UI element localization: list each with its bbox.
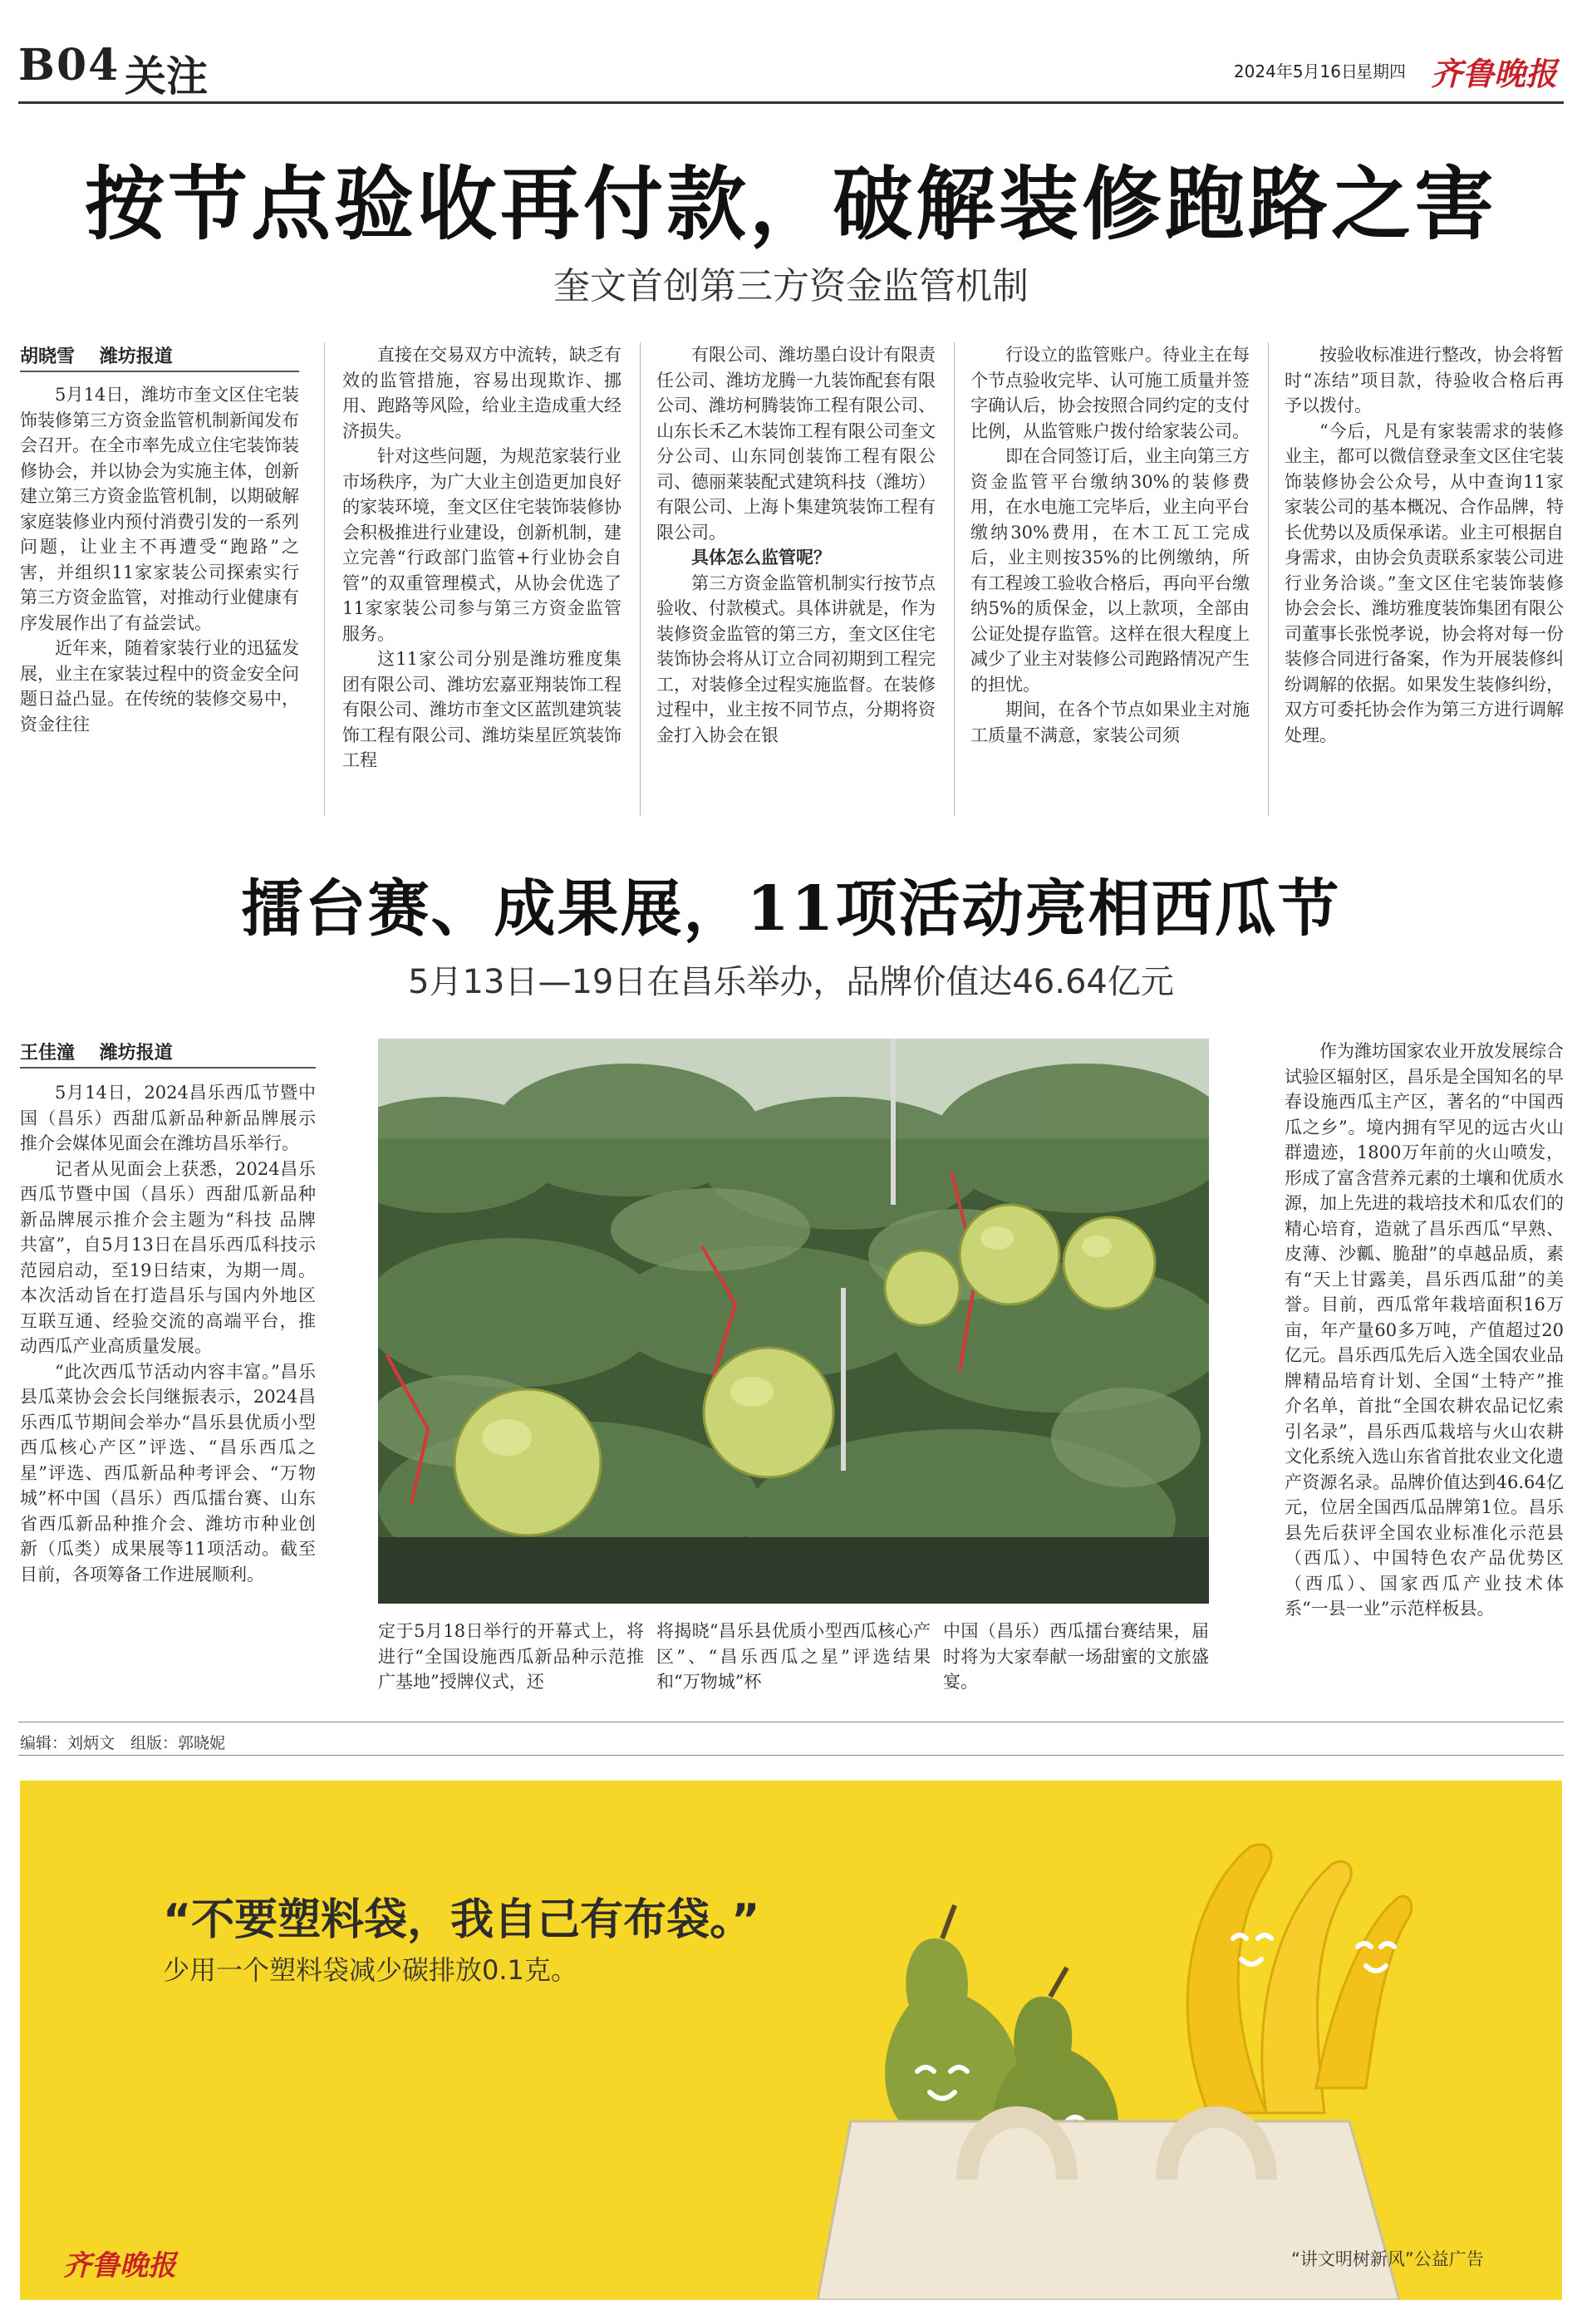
paragraph: 针对这些问题，为规范家装行业市场秩序，为广大业主创造更加良好的家装环境，奎文区住宅装饰装修协会积极推进行业建设，创新机制，建立完善“行政部门监管+行业协会自管”的双重管理模式，从协会优选了11家家装公司参与第三方资金监管服务。 bbox=[342, 446, 622, 644]
paragraph: 这11家公司分别是潍坊雅度集团有限公司、潍坊宏嘉亚翔装饰工程有限公司、潍坊市奎文区蓝凯建筑装饰工程有限公司、潍坊柒星匠筑装饰工程 bbox=[342, 649, 622, 770]
article1-byline bbox=[20, 342, 173, 368]
paragraph: 直接在交易双方中流转，缺乏有效的监管措施，容易出现欺诈、挪用、跑路等风险，给业主造成重大经济损失。 bbox=[342, 345, 622, 441]
paragraph: “此次西瓜节活动内容丰富。”昌乐县瓜菜协会会长闫继振表示，2024昌乐西瓜节期间会举办“昌乐县优质小型西瓜核心产区”评选、“昌乐西瓜之星”评选、西瓜新品种考评会、“万物城”杯中国（昌乐）西瓜擂台赛、山东省西瓜新品种推介会、潍坊市种业创新（瓜类）成果展等11项活动。截至目前，各项筹备工作进展顺利。 bbox=[20, 1361, 316, 1585]
article2-source: 潍坊报道 bbox=[99, 1043, 173, 1064]
page-code: B04 bbox=[18, 40, 120, 91]
paragraph: 5月14日，潍坊市奎文区住宅装饰装修第三方资金监管机制新闻发布会召开。在全市率先成立住宅装饰装修协会，并以协会为实施主体，创新建立第三方资金监管机制，以期破解家庭装修业内预付消费引发的一系列问题，让业主不再遭受“跑路”之害，并组织11家家装公司探索实行第三方资金监管，对推动行业健康有序发展作出了有益尝试。 bbox=[20, 385, 299, 633]
section-name: 关注 bbox=[125, 52, 208, 101]
article2-author: 王佳潼 bbox=[20, 1043, 76, 1064]
watermelon-photo bbox=[378, 1039, 1209, 1604]
article2-headline: 擂台赛、成果展，11项活动亮相西瓜节 bbox=[241, 873, 1341, 945]
paragraph: 作为潍坊国家农业开放发展综合试验区辐射区，昌乐是全国知名的早春设施西瓜主产区，著名的“中国西瓜之乡”。境内拥有罕见的远古火山群遗迹，1800万年前的火山喷发，形成了富含营养元素的土壤和优质水源，加上先进的栽培技术和瓜农们的精心培育，造就了昌乐西瓜“早熟、皮薄、沙瓤、脆甜”的卓越品质，素有“天上甘露美，昌乐西瓜甜”的美誉。目前，西瓜常年栽培面积16万亩，年产量60多万吨，产值超过20亿元。昌乐西瓜先后入选全国农业品牌精品培育计划、全国“土特产”推介名单，首批“全国农耕农品记忆索引名录”，昌乐西瓜栽培与火山农耕文化系统入选山东省首批农业文化遗产资源名录。品牌价值达到46.64亿元，位居全国西瓜品牌第1位。昌乐县先后获评全国农业标准化示范县（西瓜）、中国特色农产品优势区（西瓜）、国家西瓜产业技术体系“一县一业”示范样板县。 bbox=[1285, 1041, 1564, 1619]
column-rule bbox=[324, 342, 325, 816]
paper-logo: 齐鲁晚报 bbox=[1430, 55, 1557, 92]
paragraph: 中国（昌乐）西瓜擂台赛结果，届时将为大家奉献一场甜蜜的文旅盛宴。 bbox=[943, 1621, 1209, 1692]
article1-column-4 bbox=[970, 342, 1250, 814]
paragraph: 按验收标准进行整改，协会将暂时“冻结”项目款，待验收合格后再予以拨付。 bbox=[1285, 345, 1564, 415]
article1-author: 胡晓雪 bbox=[20, 346, 76, 367]
article1-subheadline: 奎文首创第三方资金监管机制 bbox=[553, 265, 1029, 307]
article2-byline-rule bbox=[20, 1067, 316, 1069]
paragraph: 记者从见面会上获悉，2024昌乐西瓜节暨中国（昌乐）西甜瓜新品种新品牌展示推介会主题为“科技 品牌 共富”，自5月13日在昌乐西瓜科技示范园启动，至19日结束，为期一周。本次活动旨在打造昌乐与国内外地区互联互通、经验交流的高端平台，推动西瓜产业高质量发展。 bbox=[20, 1158, 316, 1356]
article2-below-photo-col1 bbox=[378, 1619, 644, 1710]
article2-byline bbox=[20, 1039, 173, 1064]
paragraph: 具体怎么监管呢？ bbox=[691, 547, 831, 567]
column-rule bbox=[640, 342, 641, 816]
article1-column-3 bbox=[656, 342, 936, 814]
paragraph: 即在合同签订后，业主向第三方资金监管平台缴纳30%的装修费用，在水电施工完毕后，业主向平台缴纳30%费用，在木工瓦工完成后，业主则按35%的比例缴纳，所有工程竣工验收合格后，再向平台缴纳5%的质保金，以上款项，全部由公证处提存监管。这样在很大程度上减少了业主对装修公司跑路情况产生的担忧。 bbox=[970, 446, 1250, 695]
issue-date: 2024年5月16日 bbox=[1233, 61, 1358, 81]
article1-source: 潍坊报道 bbox=[99, 346, 173, 367]
paragraph: 将揭晓“昌乐县优质小型西瓜核心产区”、“昌乐西瓜之星”评选结果和“万物城”杯 bbox=[656, 1621, 931, 1692]
article2-column-right bbox=[1285, 1039, 1564, 1712]
paragraph: 近年来，随着家装行业的迅猛发展，业主在家装过程中的资金安全问题日益凸显。在传统的装修交易中，资金往往 bbox=[20, 638, 299, 735]
article2-subheadline: 5月13日—19日在昌乐举办，品牌价值达46.64亿元 bbox=[408, 963, 1174, 1001]
paragraph: “今后，凡是有家装需求的装修业主，都可以微信登录奎文区住宅装饰装修协会公众号，从中查询11家家装公司的基本概况、合作品牌，特长优势以及质保承诺。业主可根据自身需求，由协会负责联系家装公司进行业务洽谈。”奎文区住宅装饰装修协会会长、潍坊雅度装饰集团有限公司董事长张悦孝说，协会将对每一份装修合同进行备案，作为开展装修纠纷调解的依据。如果发生装修纠纷，双方可委托协会作为第三方进行调解处理。 bbox=[1285, 420, 1564, 745]
column-rule bbox=[954, 342, 955, 816]
editor-credits: 编辑：刘炳文 组版：郭晓妮 bbox=[20, 1734, 226, 1752]
article2-below-photo-col2 bbox=[656, 1619, 931, 1710]
header-rule bbox=[18, 101, 1564, 104]
article2-below-photo-col3 bbox=[943, 1619, 1209, 1710]
paragraph: 定于5月18日举行的开幕式上，将进行“全国设施西瓜新品种示范推广基地”授牌仪式，还 bbox=[378, 1621, 644, 1692]
article1-column-1 bbox=[20, 382, 299, 814]
footer-rule bbox=[18, 1755, 1564, 1756]
article1-column-2 bbox=[342, 342, 622, 814]
ad-campaign-tag: “讲文明树新风”公益广告 bbox=[1291, 2249, 1484, 2269]
paragraph: 第三方资金监管机制实行按节点验收、付款模式。具体讲就是，作为装修资金监管的第三方，奎文区住宅装饰协会将从订立合同初期到工程完工，对装修全过程实施监督。在装修过程中，业主按不同节点，分期将资金打入协会在银 bbox=[656, 572, 936, 745]
tote-bag-fruit-illustration bbox=[818, 1814, 1416, 2300]
article1-column-5 bbox=[1285, 342, 1564, 814]
ad-subline: 少用一个塑料袋减少碳排放0.1克。 bbox=[163, 1954, 577, 1986]
issue-weekday: 星期四 bbox=[1356, 61, 1406, 81]
column-rule bbox=[1268, 342, 1269, 816]
ad-paper-logo: 齐鲁晚报 bbox=[63, 2249, 176, 2282]
paragraph: 行设立的监管账户。待业主在每个节点验收完毕、认可施工质量并签字确认后，协会按照合同约定的支付比例，从监管账户拨付给家装公司。 bbox=[970, 345, 1250, 441]
paragraph: 期间，在各个节点如果业主对施工质量不满意，家装公司须 bbox=[970, 700, 1250, 745]
paragraph: 5月14日，2024昌乐西瓜节暨中国（昌乐）西甜瓜新品种新品牌展示推介会媒体见面会在潍坊昌乐举行。 bbox=[20, 1083, 316, 1153]
article1-headline: 按节点验收再付款，破解装修跑路之害 bbox=[85, 157, 1497, 251]
article1-byline-rule bbox=[20, 371, 299, 372]
paragraph: 有限公司、潍坊墨白设计有限责任公司、潍坊龙腾一九装饰配套有限公司、潍坊柯腾装饰工程有限公司、山东长禾乙木装饰工程有限公司奎文分公司、山东同创装饰工程有限公司、德丽莱装配式建筑科技（潍坊）有限公司、上海卜集建筑装饰工程有限公司。 bbox=[656, 345, 936, 543]
public-service-ad bbox=[20, 1781, 1562, 2300]
ad-quote: “不要塑料袋，我自己有布袋。” bbox=[163, 1895, 760, 1945]
article2-column-left bbox=[20, 1080, 316, 1712]
